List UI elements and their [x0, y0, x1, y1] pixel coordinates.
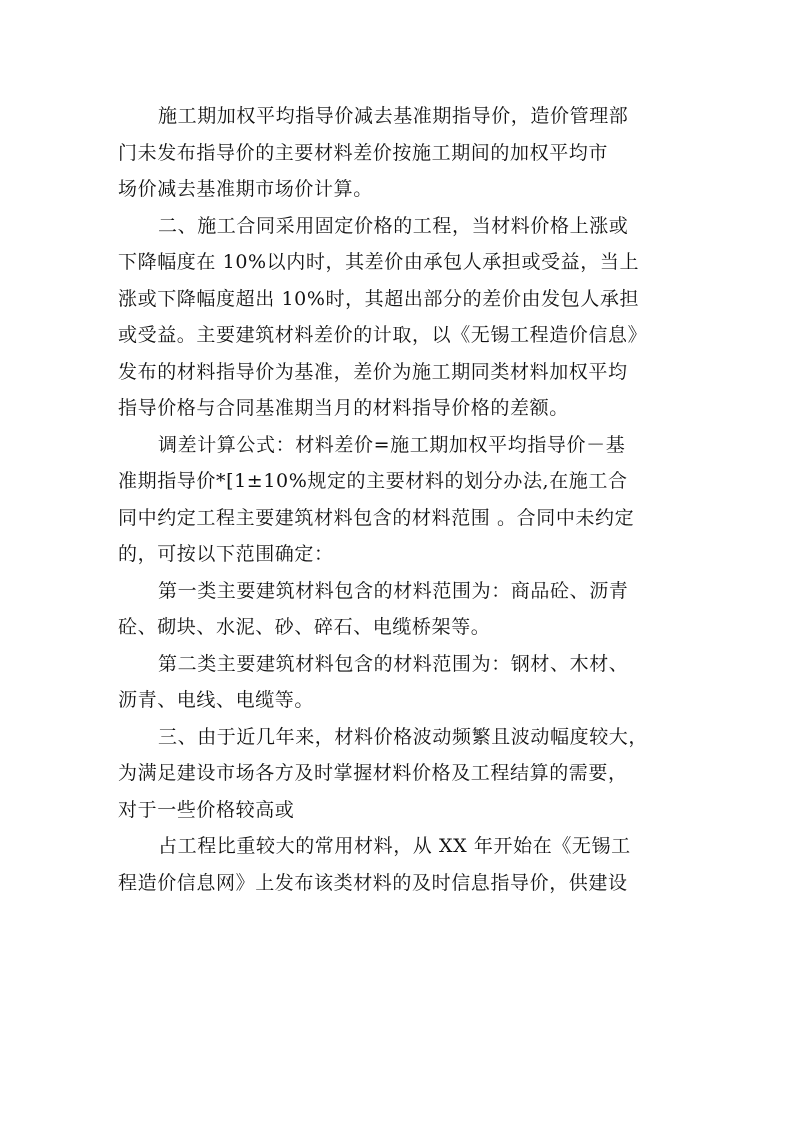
- paragraph-fixed-price-contracts: [118, 208, 678, 427]
- document-body: [118, 98, 678, 901]
- paragraph-line: 第二类主要建筑材料包含的材料范围为：钢材、木材、: [158, 652, 629, 675]
- paragraph-line: 场价减去基准期市场价计算。: [118, 178, 373, 200]
- paragraph-line: 程造价信息网》上发布该类材料的及时信息指导价，供建设: [118, 871, 628, 894]
- paragraph-line: 下降幅度在 10%以内时，其差价由承包人承担或受益，当上: [118, 251, 640, 273]
- paragraph-category-one-materials: [118, 573, 678, 646]
- paragraph-information-publishing: [118, 828, 678, 901]
- paragraph-line: 准期指导价*[1±10%规定的主要材料的划分办法,在施工合: [118, 470, 628, 492]
- paragraph-line: 沥青、电线、电缆等。: [118, 689, 315, 711]
- paragraph-line: 二、施工合同采用固定价格的工程，当材料价格上涨或: [158, 214, 629, 237]
- paragraph-line: 施工期加权平均指导价减去基准期指导价，造价管理部: [158, 105, 629, 127]
- paragraph-category-two-materials: [118, 646, 678, 719]
- paragraph-price-difference-definition: [118, 98, 678, 208]
- paragraph-line: 三、由于近几年来，材料价格波动频繁且波动幅度较大，: [158, 725, 649, 748]
- paragraph-line: 第一类主要建筑材料包含的材料范围为：商品砼、沥青: [158, 579, 629, 602]
- paragraph-adjustment-formula: [118, 427, 678, 573]
- paragraph-line: 对于一些价格较高或: [118, 798, 295, 821]
- paragraph-line: 砼、砌块、水泥、砂、碎石、电缆桥架等。: [118, 616, 491, 638]
- paragraph-line: 占工程比重较大的常用材料，从 XX 年开始在《无锡工: [158, 835, 631, 857]
- paragraph-price-fluctuation: [118, 719, 678, 829]
- paragraph-line: 或受益。主要建筑材料差价的计取，以《无锡工程造价信息》: [118, 324, 648, 346]
- paragraph-line: 为满足建设市场各方及时掌握材料价格及工程结算的需要，: [118, 762, 628, 784]
- paragraph-line: 涨或下降幅度超出 10%时，其超出部分的差价由发包人承担: [118, 287, 640, 310]
- paragraph-line: 的，可按以下范围确定：: [118, 543, 334, 565]
- paragraph-line: 同中约定工程主要建筑材料包含的材料范围 。合同中未约定: [118, 506, 635, 529]
- paragraph-line: 调差计算公式：材料差价=施工期加权平均指导价－基: [158, 433, 626, 456]
- paragraph-line: 发布的材料指导价为基准，差价为施工期同类材料加权平均: [118, 360, 628, 383]
- paragraph-line: 指导价格与合同基准期当月的材料指导价格的差额。: [118, 397, 569, 419]
- paragraph-line: 门未发布指导价的主要材料差价按施工期间的加权平均市: [118, 141, 609, 164]
